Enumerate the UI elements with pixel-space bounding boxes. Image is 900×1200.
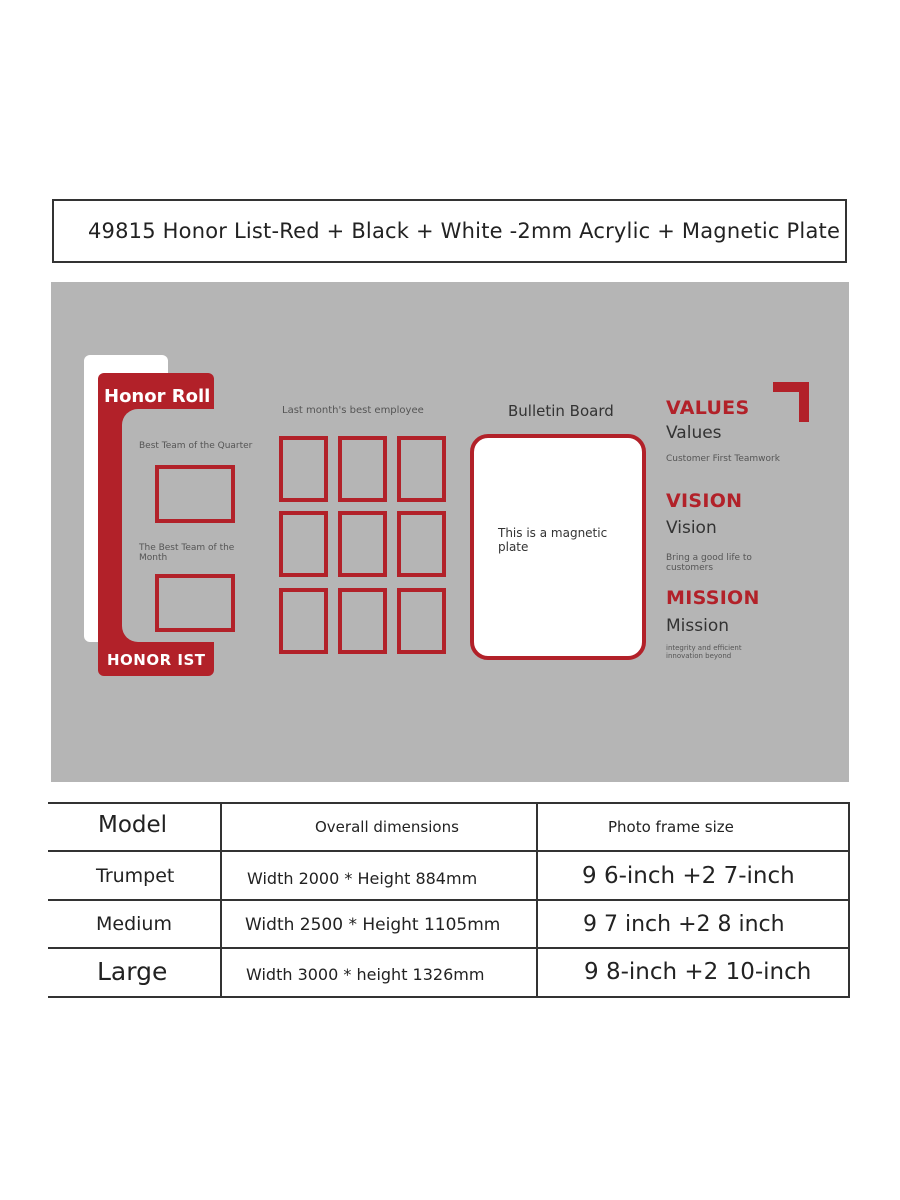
vision-description: Bring a good life to customers (666, 553, 752, 573)
corner-bracket-decoration (773, 382, 809, 422)
employee-photo-frame-6 (397, 511, 446, 577)
employee-photo-frame-2 (338, 436, 387, 502)
size-spec-table (48, 802, 850, 998)
row-trumpet-frame-size: 9 6-inch +2 7-inch (582, 863, 795, 889)
row-trumpet-model: Trumpet (96, 865, 175, 887)
employee-photo-frame-9 (397, 588, 446, 654)
mission-subheading: Mission (666, 616, 730, 636)
row-large-frame-size: 9 8-inch +2 10-inch (584, 959, 812, 985)
vision-subheading: Vision (666, 518, 717, 538)
row-large-model: Large (97, 957, 168, 986)
product-title: 49815 Honor List-Red + Black + White -2mm Acrylic + Magnetic Plate (88, 219, 841, 243)
bulletin-board-title: Bulletin Board (508, 402, 614, 420)
row-medium-frame-size: 9 7 inch +2 8 inch (583, 912, 785, 937)
employee-photo-frame-8 (338, 588, 387, 654)
values-heading: VALUES (666, 397, 750, 419)
header-photo-frame-size: Photo frame size (608, 818, 734, 836)
product-title-box (52, 199, 847, 263)
header-overall-dimensions: Overall dimensions (315, 818, 459, 836)
photo-frame-quarter (155, 465, 235, 523)
photo-frame-month (155, 574, 235, 632)
best-employee-label: Last month's best employee (282, 405, 424, 416)
vision-heading: VISION (666, 490, 743, 512)
employee-photo-frame-1 (279, 436, 328, 502)
best-team-month-label: The Best Team of the Month (139, 543, 235, 563)
best-team-quarter-label: Best Team of the Quarter (139, 441, 253, 451)
employee-photo-frame-5 (338, 511, 387, 577)
row-medium-dimensions: Width 2500 * Height 1105mm (245, 915, 501, 935)
employee-photo-frame-4 (279, 511, 328, 577)
honor-list-footer: HONOR IST (107, 651, 206, 669)
values-subheading: Values (666, 423, 722, 443)
magnetic-plate-text: This is a magnetic plate (498, 526, 608, 554)
employee-photo-frame-7 (279, 588, 328, 654)
mission-heading: MISSION (666, 587, 760, 609)
mission-description: integrity and efficient innovation beyond (666, 644, 742, 660)
values-description: Customer First Teamwork (666, 454, 780, 464)
row-medium-model: Medium (96, 913, 172, 935)
magnetic-plate (470, 434, 646, 660)
row-trumpet-dimensions: Width 2000 * Height 884mm (247, 869, 478, 888)
honor-board-illustration (51, 282, 849, 782)
header-model: Model (98, 812, 168, 838)
honor-roll-title: Honor Roll (104, 386, 211, 407)
employee-photo-frame-3 (397, 436, 446, 502)
row-large-dimensions: Width 3000 * height 1326mm (246, 965, 485, 984)
